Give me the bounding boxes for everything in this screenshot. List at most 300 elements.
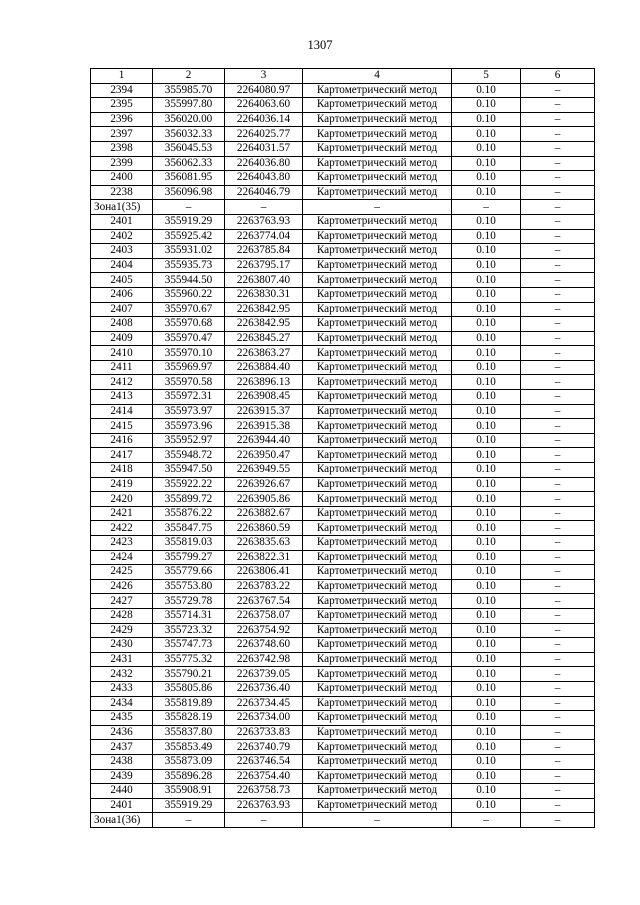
accuracy-cell: 0.10 (452, 375, 521, 390)
point-number-cell: 2439 (91, 769, 153, 784)
x-coordinate-cell: 355969.97 (153, 360, 225, 375)
x-coordinate-cell: 355753.80 (153, 579, 225, 594)
x-coordinate-cell: 355960.22 (153, 287, 225, 302)
table-row (91, 740, 595, 755)
point-number-cell: 2410 (91, 346, 153, 361)
point-number-cell: 2430 (91, 638, 153, 653)
table-row (91, 244, 595, 259)
point-number-cell: 2402 (91, 229, 153, 244)
y-coordinate-cell: 2263842.95 (225, 302, 303, 317)
note-cell: – (521, 623, 595, 638)
accuracy-cell: 0.10 (452, 711, 521, 726)
table-row (91, 579, 595, 594)
table-row (91, 390, 595, 405)
y-coordinate-cell: 2263774.04 (225, 229, 303, 244)
table-row (91, 769, 595, 784)
accuracy-cell: 0.10 (452, 214, 521, 229)
method-cell: Картометрический метод (303, 638, 452, 653)
x-coordinate-cell: 355819.89 (153, 696, 225, 711)
method-cell: Картометрический метод (303, 696, 452, 711)
y-coordinate-cell: 2264031.57 (225, 141, 303, 156)
table-row (91, 623, 595, 638)
x-coordinate-cell: 355947.50 (153, 463, 225, 478)
point-number-cell: 2428 (91, 608, 153, 623)
table-row (91, 258, 595, 273)
method-cell: Картометрический метод (303, 287, 452, 302)
table-row (91, 112, 595, 127)
accuracy-cell: 0.10 (452, 784, 521, 799)
y-coordinate-cell: 2263845.27 (225, 331, 303, 346)
note-cell: – (521, 813, 595, 828)
y-coordinate-cell: 2263882.67 (225, 506, 303, 521)
y-coordinate-cell: 2263863.27 (225, 346, 303, 361)
method-cell: Картометрический метод (303, 740, 452, 755)
accuracy-cell: 0.10 (452, 390, 521, 405)
accuracy-cell: 0.10 (452, 273, 521, 288)
x-coordinate-cell: 355747.73 (153, 638, 225, 653)
y-coordinate-cell: 2263763.93 (225, 214, 303, 229)
table-row (91, 331, 595, 346)
table-row (91, 98, 595, 113)
table-row (91, 608, 595, 623)
accuracy-cell: 0.10 (452, 579, 521, 594)
x-coordinate-cell: 355970.67 (153, 302, 225, 317)
x-coordinate-cell: 355925.42 (153, 229, 225, 244)
table-row (91, 171, 595, 186)
method-cell: Картометрический метод (303, 302, 452, 317)
note-cell: – (521, 273, 595, 288)
method-cell: Картометрический метод (303, 477, 452, 492)
point-number-cell: 2426 (91, 579, 153, 594)
note-cell: – (521, 696, 595, 711)
x-coordinate-cell: 356020.00 (153, 112, 225, 127)
accuracy-cell: 0.10 (452, 550, 521, 565)
point-number-cell: 2413 (91, 390, 153, 405)
method-cell: Картометрический метод (303, 273, 452, 288)
method-cell: Картометрический метод (303, 579, 452, 594)
x-coordinate-cell: 356045.53 (153, 141, 225, 156)
table-row (91, 798, 595, 813)
method-cell: Картометрический метод (303, 127, 452, 142)
note-cell: – (521, 419, 595, 434)
point-number-cell: 2416 (91, 433, 153, 448)
table-row (91, 463, 595, 478)
point-number-cell: 2411 (91, 360, 153, 375)
accuracy-cell: – (452, 813, 521, 828)
accuracy-cell: 0.10 (452, 463, 521, 478)
y-coordinate-cell: 2263915.38 (225, 419, 303, 434)
point-number-cell: Зона1(36) (91, 813, 153, 828)
y-coordinate-cell: – (225, 813, 303, 828)
note-cell: – (521, 681, 595, 696)
table-row (91, 346, 595, 361)
table-row (91, 784, 595, 799)
table-row (91, 594, 595, 609)
note-cell: – (521, 112, 595, 127)
note-cell: – (521, 302, 595, 317)
method-cell: Картометрический метод (303, 390, 452, 405)
method-cell: Картометрический метод (303, 214, 452, 229)
y-coordinate-cell: 2263822.31 (225, 550, 303, 565)
accuracy-cell: 0.10 (452, 302, 521, 317)
table-row (91, 229, 595, 244)
x-coordinate-cell: 355908.91 (153, 784, 225, 799)
method-cell: Картометрический метод (303, 156, 452, 171)
method-cell: – (303, 813, 452, 828)
x-coordinate-cell: 355799.27 (153, 550, 225, 565)
y-coordinate-cell: 2263806.41 (225, 565, 303, 580)
method-cell: Картометрический метод (303, 419, 452, 434)
accuracy-cell: 0.10 (452, 608, 521, 623)
point-number-cell: 2403 (91, 244, 153, 259)
x-coordinate-cell: 356081.95 (153, 171, 225, 186)
x-coordinate-cell: 355853.49 (153, 740, 225, 755)
table-row (91, 302, 595, 317)
x-coordinate-cell: 355935.73 (153, 258, 225, 273)
x-coordinate-cell: 355973.96 (153, 419, 225, 434)
method-cell: Картометрический метод (303, 185, 452, 200)
method-cell: Картометрический метод (303, 536, 452, 551)
x-coordinate-cell: 355847.75 (153, 521, 225, 536)
note-cell: – (521, 287, 595, 302)
y-coordinate-cell: 2263739.05 (225, 667, 303, 682)
method-cell: Картометрический метод (303, 681, 452, 696)
y-coordinate-cell: 2263950.47 (225, 448, 303, 463)
accuracy-cell: 0.10 (452, 521, 521, 536)
accuracy-cell: 0.10 (452, 229, 521, 244)
x-coordinate-cell: 355837.80 (153, 725, 225, 740)
note-cell: – (521, 360, 595, 375)
x-coordinate-cell: 355805.86 (153, 681, 225, 696)
point-number-cell: 2394 (91, 83, 153, 98)
note-cell: – (521, 83, 595, 98)
x-coordinate-cell: 355790.21 (153, 667, 225, 682)
x-coordinate-cell: 355779.66 (153, 565, 225, 580)
note-cell: – (521, 171, 595, 186)
table-row (91, 536, 595, 551)
y-coordinate-cell: 2263915.37 (225, 404, 303, 419)
method-cell: Картометрический метод (303, 784, 452, 799)
table-row (91, 141, 595, 156)
method-cell: Картометрический метод (303, 463, 452, 478)
note-cell: – (521, 521, 595, 536)
table-row (91, 711, 595, 726)
accuracy-cell: 0.10 (452, 725, 521, 740)
note-cell: – (521, 200, 595, 215)
accuracy-cell: 0.10 (452, 141, 521, 156)
table-row (91, 681, 595, 696)
table-row (91, 652, 595, 667)
note-cell: – (521, 506, 595, 521)
x-coordinate-cell: 355919.29 (153, 798, 225, 813)
note-cell: – (521, 579, 595, 594)
note-cell: – (521, 754, 595, 769)
y-coordinate-cell: 2263734.45 (225, 696, 303, 711)
table-row (91, 185, 595, 200)
note-cell: – (521, 536, 595, 551)
method-cell: Картометрический метод (303, 448, 452, 463)
method-cell: Картометрический метод (303, 141, 452, 156)
x-coordinate-cell: 355970.68 (153, 317, 225, 332)
point-number-cell: 2396 (91, 112, 153, 127)
y-coordinate-cell: 2263842.95 (225, 317, 303, 332)
method-cell: Картометрический метод (303, 171, 452, 186)
note-cell: – (521, 331, 595, 346)
y-coordinate-cell: 2264063.60 (225, 98, 303, 113)
method-cell: Картометрический метод (303, 360, 452, 375)
x-coordinate-cell: 355723.32 (153, 623, 225, 638)
note-cell: – (521, 317, 595, 332)
accuracy-cell: 0.10 (452, 185, 521, 200)
accuracy-cell: 0.10 (452, 477, 521, 492)
x-coordinate-cell: 355970.58 (153, 375, 225, 390)
point-number-cell: 2406 (91, 287, 153, 302)
accuracy-cell: 0.10 (452, 360, 521, 375)
method-cell: Картометрический метод (303, 244, 452, 259)
table-row (91, 725, 595, 740)
method-cell: Картометрический метод (303, 404, 452, 419)
y-coordinate-cell: 2263926.67 (225, 477, 303, 492)
note-cell: – (521, 740, 595, 755)
point-number-cell: 2407 (91, 302, 153, 317)
accuracy-cell: 0.10 (452, 331, 521, 346)
accuracy-cell: 0.10 (452, 346, 521, 361)
note-cell: – (521, 608, 595, 623)
note-cell: – (521, 229, 595, 244)
column-header: 2 (153, 69, 225, 84)
zone-row (91, 813, 595, 828)
note-cell: – (521, 185, 595, 200)
x-coordinate-cell: – (153, 200, 225, 215)
y-coordinate-cell: 2264036.14 (225, 112, 303, 127)
accuracy-cell: 0.10 (452, 623, 521, 638)
x-coordinate-cell: 355922.22 (153, 477, 225, 492)
table-row (91, 696, 595, 711)
x-coordinate-cell: 355729.78 (153, 594, 225, 609)
x-coordinate-cell: 355873.09 (153, 754, 225, 769)
x-coordinate-cell: 355931.02 (153, 244, 225, 259)
y-coordinate-cell: 2263733.83 (225, 725, 303, 740)
point-number-cell: 2415 (91, 419, 153, 434)
note-cell: – (521, 141, 595, 156)
note-cell: – (521, 550, 595, 565)
point-number-cell: 2401 (91, 798, 153, 813)
y-coordinate-cell: 2264046.79 (225, 185, 303, 200)
table-row (91, 375, 595, 390)
x-coordinate-cell: 355970.47 (153, 331, 225, 346)
accuracy-cell: 0.10 (452, 740, 521, 755)
point-number-cell: 2431 (91, 652, 153, 667)
method-cell: Картометрический метод (303, 229, 452, 244)
method-cell: Картометрический метод (303, 112, 452, 127)
x-coordinate-cell: 355973.97 (153, 404, 225, 419)
method-cell: Картометрический метод (303, 769, 452, 784)
note-cell: – (521, 244, 595, 259)
y-coordinate-cell: 2263783.22 (225, 579, 303, 594)
y-coordinate-cell: 2263736.40 (225, 681, 303, 696)
point-number-cell: 2425 (91, 565, 153, 580)
y-coordinate-cell: 2263734.00 (225, 711, 303, 726)
note-cell: – (521, 127, 595, 142)
y-coordinate-cell: 2263884.40 (225, 360, 303, 375)
method-cell: Картометрический метод (303, 98, 452, 113)
accuracy-cell: 0.10 (452, 798, 521, 813)
method-cell: Картометрический метод (303, 550, 452, 565)
point-number-cell: 2405 (91, 273, 153, 288)
accuracy-cell: 0.10 (452, 681, 521, 696)
point-number-cell: 2401 (91, 214, 153, 229)
y-coordinate-cell: 2263807.40 (225, 273, 303, 288)
accuracy-cell: 0.10 (452, 696, 521, 711)
x-coordinate-cell: 355775.32 (153, 652, 225, 667)
method-cell: Картометрический метод (303, 83, 452, 98)
zone-row (91, 200, 595, 215)
method-cell: Картометрический метод (303, 521, 452, 536)
point-number-cell: 2435 (91, 711, 153, 726)
y-coordinate-cell: 2264080.97 (225, 83, 303, 98)
table-row (91, 287, 595, 302)
y-coordinate-cell: 2263748.60 (225, 638, 303, 653)
table-row (91, 565, 595, 580)
column-header: 6 (521, 69, 595, 84)
table-row (91, 360, 595, 375)
accuracy-cell: – (452, 200, 521, 215)
y-coordinate-cell: 2263785.84 (225, 244, 303, 259)
table-row (91, 83, 595, 98)
accuracy-cell: 0.10 (452, 83, 521, 98)
accuracy-cell: 0.10 (452, 171, 521, 186)
method-cell: Картометрический метод (303, 331, 452, 346)
y-coordinate-cell: 2263742.98 (225, 652, 303, 667)
table-row (91, 156, 595, 171)
method-cell: Картометрический метод (303, 565, 452, 580)
point-number-cell: 2432 (91, 667, 153, 682)
accuracy-cell: 0.10 (452, 448, 521, 463)
point-number-cell: 2412 (91, 375, 153, 390)
table-row (91, 667, 595, 682)
note-cell: – (521, 725, 595, 740)
point-number-cell: 2418 (91, 463, 153, 478)
point-number-cell: 2395 (91, 98, 153, 113)
accuracy-cell: 0.10 (452, 667, 521, 682)
y-coordinate-cell: 2263835.63 (225, 536, 303, 551)
accuracy-cell: 0.10 (452, 769, 521, 784)
y-coordinate-cell: 2263795.17 (225, 258, 303, 273)
column-header: 1 (91, 69, 153, 84)
accuracy-cell: 0.10 (452, 127, 521, 142)
point-number-cell: 2420 (91, 492, 153, 507)
y-coordinate-cell: 2263758.73 (225, 784, 303, 799)
note-cell: – (521, 565, 595, 580)
point-number-cell: 2421 (91, 506, 153, 521)
method-cell: Картометрический метод (303, 346, 452, 361)
method-cell: Картометрический метод (303, 725, 452, 740)
note-cell: – (521, 769, 595, 784)
note-cell: – (521, 258, 595, 273)
method-cell: Картометрический метод (303, 623, 452, 638)
point-number-cell: 2399 (91, 156, 153, 171)
x-coordinate-cell: 355899.72 (153, 492, 225, 507)
table-row (91, 404, 595, 419)
accuracy-cell: 0.10 (452, 419, 521, 434)
y-coordinate-cell: 2264036.80 (225, 156, 303, 171)
method-cell: Картометрический метод (303, 652, 452, 667)
point-number-cell: 2436 (91, 725, 153, 740)
x-coordinate-cell: 355876.22 (153, 506, 225, 521)
y-coordinate-cell: 2263860.59 (225, 521, 303, 536)
method-cell: Картометрический метод (303, 258, 452, 273)
y-coordinate-cell: 2263746.54 (225, 754, 303, 769)
point-number-cell: 2397 (91, 127, 153, 142)
accuracy-cell: 0.10 (452, 433, 521, 448)
method-cell: Картометрический метод (303, 375, 452, 390)
point-number-cell: 2238 (91, 185, 153, 200)
accuracy-cell: 0.10 (452, 404, 521, 419)
table-row (91, 506, 595, 521)
note-cell: – (521, 214, 595, 229)
note-cell: – (521, 667, 595, 682)
table-row (91, 433, 595, 448)
x-coordinate-cell: 355952.97 (153, 433, 225, 448)
table-row (91, 521, 595, 536)
note-cell: – (521, 652, 595, 667)
point-number-cell: 2417 (91, 448, 153, 463)
table-row (91, 754, 595, 769)
note-cell: – (521, 156, 595, 171)
point-number-cell: 2409 (91, 331, 153, 346)
note-cell: – (521, 711, 595, 726)
page-number: 1307 (307, 38, 333, 52)
header-row (91, 69, 595, 84)
x-coordinate-cell: 355970.10 (153, 346, 225, 361)
y-coordinate-cell: 2263830.31 (225, 287, 303, 302)
y-coordinate-cell: 2263740.79 (225, 740, 303, 755)
table-row (91, 127, 595, 142)
table-row (91, 317, 595, 332)
accuracy-cell: 0.10 (452, 594, 521, 609)
note-cell: – (521, 477, 595, 492)
note-cell: – (521, 798, 595, 813)
note-cell: – (521, 433, 595, 448)
y-coordinate-cell: 2264025.77 (225, 127, 303, 142)
note-cell: – (521, 463, 595, 478)
x-coordinate-cell: 355714.31 (153, 608, 225, 623)
accuracy-cell: 0.10 (452, 258, 521, 273)
point-number-cell: 2419 (91, 477, 153, 492)
accuracy-cell: 0.10 (452, 652, 521, 667)
note-cell: – (521, 346, 595, 361)
method-cell: Картометрический метод (303, 798, 452, 813)
note-cell: – (521, 98, 595, 113)
note-cell: – (521, 390, 595, 405)
y-coordinate-cell: 2263763.93 (225, 798, 303, 813)
point-number-cell: 2438 (91, 754, 153, 769)
method-cell: Картометрический метод (303, 754, 452, 769)
accuracy-cell: 0.10 (452, 754, 521, 769)
accuracy-cell: 0.10 (452, 156, 521, 171)
y-coordinate-cell: 2263767.54 (225, 594, 303, 609)
table-row (91, 214, 595, 229)
note-cell: – (521, 594, 595, 609)
column-header: 5 (452, 69, 521, 84)
point-number-cell: 2424 (91, 550, 153, 565)
point-number-cell: 2433 (91, 681, 153, 696)
point-number-cell: 2427 (91, 594, 153, 609)
y-coordinate-cell: 2264043.80 (225, 171, 303, 186)
point-number-cell: 2437 (91, 740, 153, 755)
method-cell: Картометрический метод (303, 608, 452, 623)
column-header: 3 (225, 69, 303, 84)
